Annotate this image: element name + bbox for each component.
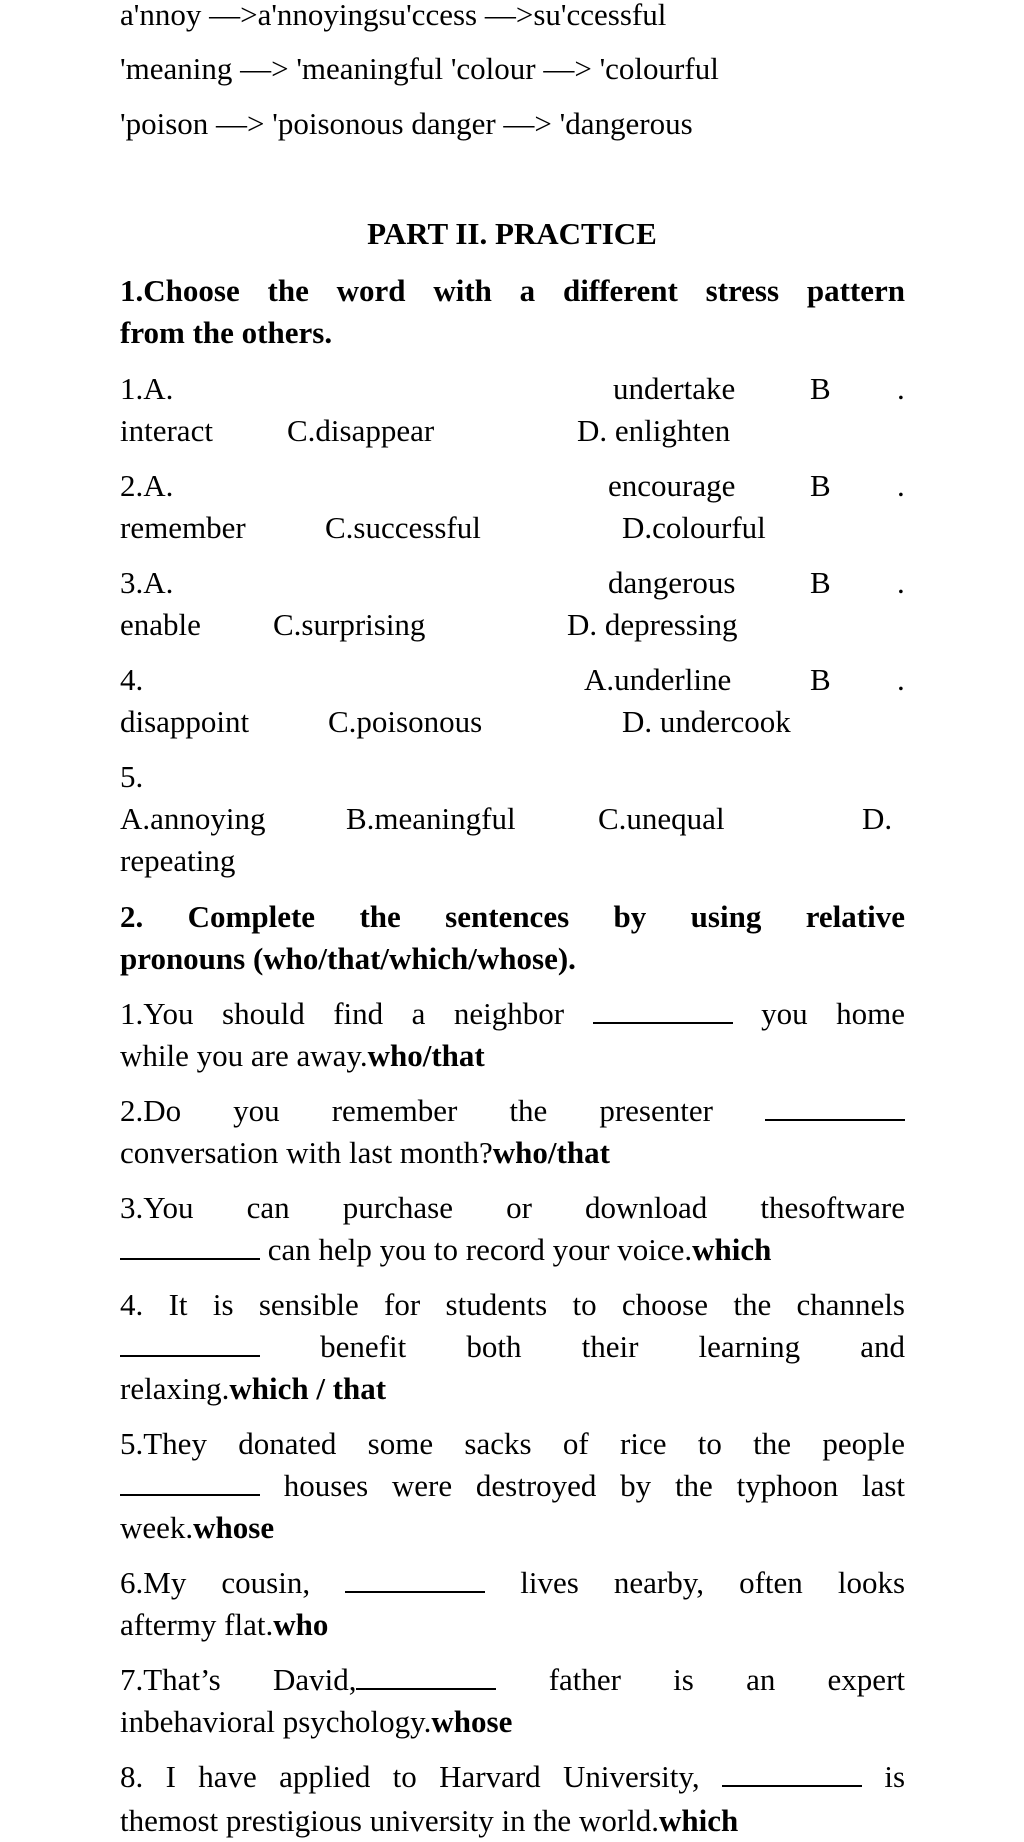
vocab-line: a'nnoy —>a'nnoyingsu'ccess —>su'ccessful: [120, 0, 667, 32]
question-4: [120, 659, 905, 701]
option-letter: B: [810, 468, 831, 503]
sentence-7-cont: inbehavioral psychology.whose: [120, 1704, 513, 1739]
option: D. depressing: [567, 607, 738, 642]
option: B.meaningful: [346, 801, 516, 836]
part-title: PART II. PRACTICE: [367, 216, 657, 251]
dot: .: [897, 565, 905, 600]
option: disappoint: [120, 704, 250, 739]
option: encourage: [608, 468, 736, 503]
vocab-line: 'poison —> 'poisonous danger —> 'dangerous: [120, 106, 693, 141]
answer-blank[interactable]: [593, 996, 733, 1024]
option: dangerous: [608, 565, 736, 600]
sentence-4: 4. It is sensible for students to choose the channels: [120, 1287, 905, 1322]
sentence-5: 5.They donated some sacks of rice to the people: [120, 1426, 905, 1461]
answer-blank[interactable]: [120, 1329, 260, 1357]
exercise-1-heading: 1.Choose the word with a different stress pattern: [120, 273, 905, 308]
answer-key: which: [692, 1232, 772, 1267]
sentence-6: 6.My cousin, lives nearby, often looks: [120, 1565, 906, 1600]
option: A.annoying: [120, 801, 266, 836]
dot: .: [897, 371, 905, 406]
question-3: [120, 562, 905, 604]
option-letter: B: [810, 371, 831, 406]
sentence-5-cont: houses were destroyed by the typhoon last: [120, 1465, 905, 1507]
option: D. enlighten: [577, 413, 731, 448]
answer-key: which: [659, 1803, 739, 1838]
option: C.disappear: [287, 413, 435, 448]
sentence-2: 2.Do you remember the presenter: [120, 1090, 905, 1132]
question-1: [120, 368, 905, 410]
option: D.: [862, 801, 893, 836]
sentence-8: 8. I have applied to Harvard University, is: [120, 1759, 906, 1794]
option: C.surprising: [273, 607, 426, 642]
question-5-option-cont: repeating: [120, 843, 236, 878]
sentence-3: 3.You can purchase or download thesoftware: [120, 1190, 905, 1225]
vocab-line: 'meaning —> 'meaningful 'colour —> 'colourful: [120, 51, 719, 86]
answer-key: which / that: [229, 1371, 387, 1406]
sentence-2-cont: conversation with last month?who/that: [120, 1135, 610, 1170]
q-label: 4.: [120, 662, 144, 697]
question-5-options: [120, 798, 905, 840]
option: enable: [120, 607, 201, 642]
dot: .: [897, 468, 905, 503]
option: C.successful: [325, 510, 481, 545]
exercise-2-heading-cont: pronouns (who/that/which/whose).: [120, 941, 576, 976]
option: undertake: [613, 371, 736, 406]
answer-blank[interactable]: [120, 1232, 260, 1260]
sentence-6-cont: aftermy flat.who: [120, 1607, 329, 1642]
question-1-options: [120, 410, 905, 452]
option: D.colourful: [622, 510, 766, 545]
option-letter: B: [810, 565, 831, 600]
option-letter: B: [810, 662, 831, 697]
option: interact: [120, 413, 213, 448]
page-bottom-clip: [0, 1800, 1024, 1838]
exercise-2-heading: 2. Complete the sentences by using relative: [120, 899, 905, 934]
answer-blank[interactable]: [356, 1662, 496, 1690]
question-4-options: [120, 701, 905, 743]
answer-blank[interactable]: [765, 1093, 905, 1121]
option: C.poisonous: [328, 704, 483, 739]
question-2: [120, 465, 905, 507]
dot: .: [897, 662, 905, 697]
sentence-4-cont: benefit both their learning and: [120, 1326, 905, 1368]
answer-blank[interactable]: [345, 1565, 485, 1593]
answer-key: whose: [193, 1510, 275, 1545]
sentence-3-cont: can help you to record your voice.which: [120, 1229, 905, 1271]
sentence-1: 1.You should find a neighbor you home: [120, 996, 906, 1031]
q-label: 3.A.: [120, 565, 174, 600]
sentence-8-cont: themost prestigious university in the world.which: [120, 1803, 739, 1838]
option: C.unequal: [598, 801, 725, 836]
q-label: 1.A.: [120, 371, 174, 406]
question-5: 5.: [120, 759, 144, 794]
question-2-options: [120, 507, 905, 549]
sentence-7: 7.That’s David, father is an expert: [120, 1662, 906, 1697]
answer-key: who: [273, 1607, 329, 1642]
option: remember: [120, 510, 246, 545]
option: D. undercook: [622, 704, 791, 739]
answer-blank[interactable]: [120, 1468, 260, 1496]
question-3-options: [120, 604, 905, 646]
q-label: 2.A.: [120, 468, 174, 503]
option: A.underline: [584, 662, 732, 697]
answer-key: who/that: [492, 1135, 610, 1170]
answer-blank[interactable]: [722, 1759, 862, 1787]
sentence-1-cont: while you are away.who/that: [120, 1038, 485, 1073]
answer-key: whose: [431, 1704, 513, 1739]
sentence-4-end: relaxing.which / that: [120, 1371, 387, 1406]
answer-key: who/that: [367, 1038, 485, 1073]
exercise-1-heading-cont: from the others.: [120, 315, 333, 350]
sentence-5-end: week.whose: [120, 1510, 275, 1545]
